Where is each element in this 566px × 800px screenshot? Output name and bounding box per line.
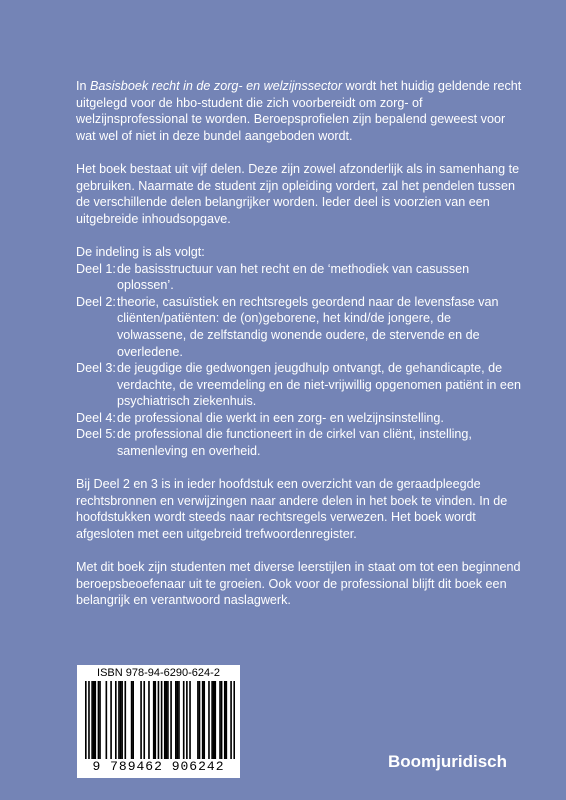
- structure-paragraph: Het boek bestaat uit vijf delen. Deze zijn zowel afzonderlijk als in samenhang te gebruiken. Naarmate de student zijn opleiding vordert, zal het pendelen tussen de verschillende delen belangrijker worden. Ieder deel is voorzien van een uitgebreide inhoudsopgave.: [76, 161, 520, 226]
- barcode-bar: [219, 681, 221, 759]
- barcode-bar: [143, 681, 145, 759]
- closing-paragraph: Met dit boek zijn studenten met diverse leerstijlen in staat om tot een beginnend beroepsbeoefenaar uit te groeien. Ook voor de professional blijft dit boek een belangrijk en verantwoord naslagwerk.: [76, 560, 521, 608]
- division-text: de professional die werkt in een zorg- en welzijnsinstelling.: [117, 410, 444, 425]
- barcode-bar: [189, 681, 191, 759]
- division-text: de basisstructuur van het recht en de ‘methodiek van casussen oplossen’.: [117, 261, 470, 293]
- barcode-bar: [226, 681, 228, 759]
- intro-rest: wordt het huidig geldende recht uitgelegd voor de hbo-student die zich voorbereidt om zorg- of welzijnsprofessional te worden. Beroepsprofielen zijn bepalend geweest voor wat wel of niet in deze bundel aangeboden wordt.: [76, 79, 522, 143]
- barcode-bar: [154, 681, 156, 759]
- barcode-bar: [186, 681, 188, 759]
- isbn-label: ISBN 978-94-6290-624-2: [97, 667, 220, 679]
- barcode-bar: [203, 681, 205, 759]
- barcode-bar: [166, 681, 168, 759]
- division-list: [76, 244, 522, 460]
- division-label: Deel 4:: [76, 410, 116, 425]
- division-label: Deel 1:: [76, 261, 116, 276]
- barcode-bar: [175, 681, 177, 759]
- barcode-bar: [120, 681, 122, 759]
- barcode-bar: [230, 681, 232, 759]
- barcode-bar: [213, 681, 215, 759]
- division-item: [76, 360, 522, 410]
- division-text: de professional die functioneert in de cirkel van cliënt, instelling, samenleving en overheid.: [117, 427, 472, 459]
- barcode-bar: [158, 681, 160, 759]
- barcode-bar: [161, 681, 163, 759]
- barcode-bar: [91, 681, 93, 759]
- barcode-bar: [199, 681, 201, 759]
- division-label: Deel 3:: [76, 361, 116, 376]
- barcode-bar: [214, 681, 216, 759]
- division-item: [76, 426, 522, 459]
- barcode-bar: [131, 681, 133, 759]
- book-title: Basisboek recht in de zorg- en welzijnssector: [90, 79, 343, 93]
- barcode-bar: [224, 681, 226, 759]
- barcode-bar: [93, 681, 95, 759]
- barcode-bar: [148, 681, 150, 759]
- barcode-bar: [106, 681, 108, 759]
- barcode-bar: [208, 681, 210, 759]
- chapters-paragraph: Bij Deel 2 en 3 is in ieder hoofdstuk een overzicht van de geraadpleegde rechtsbronnen en verwijzingen naar andere delen in het boek te vinden. In de hoofdstukken wordt steeds naar rechtsregels verwezen. Het boek wordt afgesloten met een uitgebreid trefwoordenregister.: [76, 477, 508, 542]
- barcode-bar: [211, 681, 213, 759]
- barcode-bar: [164, 681, 166, 759]
- publisher-logo: Boomjuridisch: [388, 752, 508, 771]
- barcode-bar: [197, 681, 199, 759]
- barcode-bar: [202, 681, 204, 759]
- barcode-bar: [178, 681, 180, 759]
- barcode-bar: [99, 681, 101, 759]
- barcode-bar: [132, 681, 134, 759]
- barcode-bar: [167, 681, 169, 759]
- barcode-bar: [110, 681, 112, 759]
- barcode-bar: [153, 681, 155, 759]
- barcode-bar: [118, 681, 120, 759]
- division-item: [76, 294, 522, 360]
- division-text: theorie, casuïstiek en rechtsregels geordend naar de levensfase van cliënten/patiënten: de (on)geborene, het kind/de jongere, de volwassene, de zelfstandig wonende oudere, de stervende en de overledene.: [117, 294, 499, 359]
- intro-prefix: In: [76, 79, 91, 93]
- barcode-bar: [183, 681, 185, 759]
- division-label: Deel 5:: [76, 427, 116, 442]
- barcode-bar: [221, 681, 223, 759]
- barcode-bar: [115, 681, 117, 759]
- barcode-icon: [85, 681, 235, 759]
- division-item: [76, 261, 522, 294]
- division-intro: De indeling is als volgt:: [76, 244, 205, 259]
- barcode-bar: [94, 681, 96, 759]
- division-text: de jeugdige die gedwongen jeugdhulp ontvangt, de gehandicapte, de verdachte, de vreemdeling en de niet-vrijwillig opgenomen patiënt in een psychiatrisch ziekenhuis.: [117, 361, 521, 409]
- barcode-panel: [77, 665, 240, 778]
- barcode-bar: [88, 681, 90, 759]
- intro-paragraph: [76, 78, 522, 144]
- division-item: [76, 410, 522, 427]
- barcode-bar: [233, 681, 235, 759]
- barcode-bar: [177, 681, 179, 759]
- ean-digits: 9 789462 906242: [92, 759, 225, 774]
- barcode-bar: [124, 681, 126, 759]
- barcode-bar: [85, 681, 87, 759]
- barcode-bar: [170, 681, 172, 759]
- division-label: Deel 2:: [76, 294, 116, 309]
- barcode-bar: [140, 681, 142, 759]
- barcode-bar: [121, 681, 123, 759]
- barcode-bar: [98, 681, 100, 759]
- back-cover-text: [76, 78, 522, 626]
